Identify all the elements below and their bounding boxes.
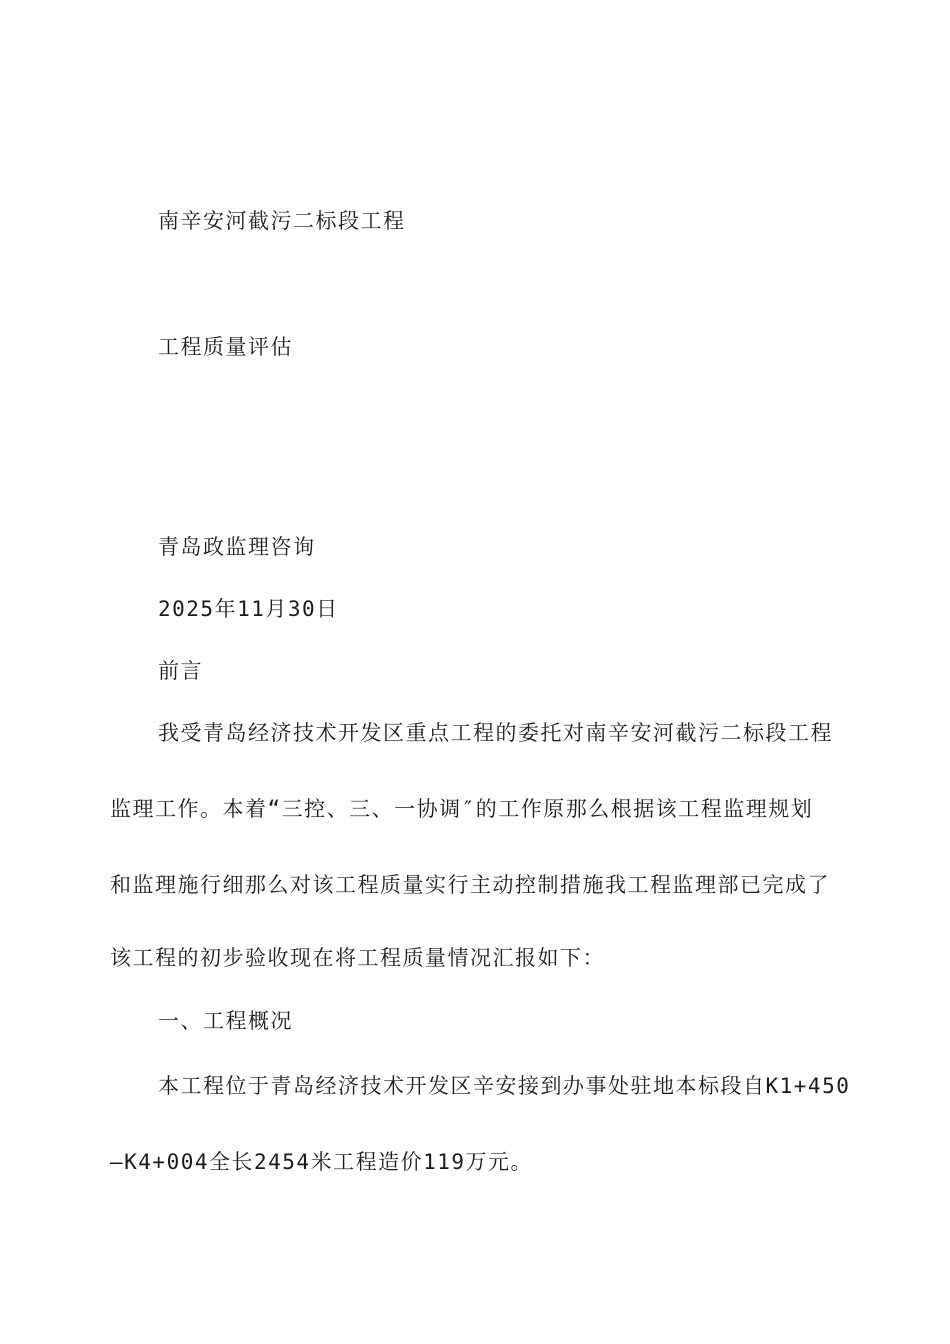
preface-paragraph-line: 该工程的初步验收现在将工程质量情况汇报如下： — [110, 946, 605, 970]
preface-paragraph-line: 和监理施行细那么对该工程质量实行主动控制措施我工程监理部已完成了 — [110, 873, 830, 897]
section-heading: 一、工程概况 — [158, 1009, 293, 1033]
preface-paragraph-line: 我受青岛经济技术开发区重点工程的委托对南辛安河截污二标段工程 — [158, 721, 833, 745]
project-title: 南辛安河截污二标段工程 — [158, 209, 406, 233]
section-paragraph-line: 本工程位于青岛经济技术开发区辛安接到办事处驻地本标段自K1+450 — [158, 1074, 851, 1098]
preface-heading: 前言 — [158, 659, 203, 683]
company-name: 青岛政监理咨询 — [158, 535, 316, 559]
preface-paragraph-line: 监理工作。本着“三控、三、一协调″的工作原那么根据该工程监理规划 — [110, 797, 814, 821]
report-title: 工程质量评估 — [158, 335, 293, 359]
section-paragraph-line: —K4+004全长2454米工程造价119万元。 — [110, 1150, 534, 1174]
report-date: 2025年11月30日 — [158, 597, 339, 621]
